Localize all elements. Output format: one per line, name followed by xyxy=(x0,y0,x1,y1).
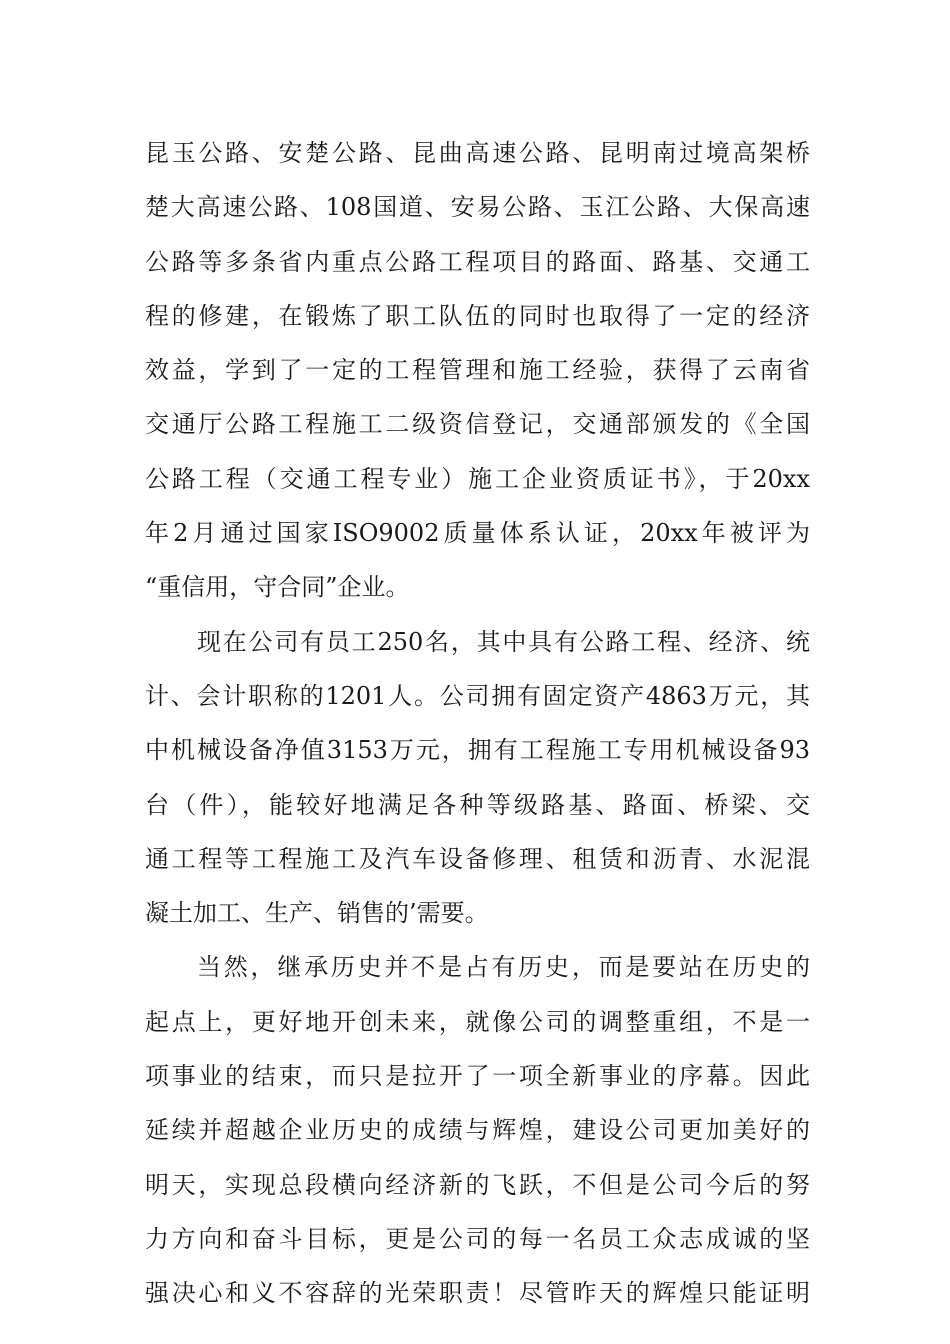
paragraph-1-line-6: 交通厅公路工程施工二级资信登记，交通部颁发的《全国 xyxy=(145,410,810,439)
paragraph-2-line-6: 凝土加工、生产、销售的’需要。 xyxy=(145,899,489,928)
paragraph-3-line-2: 起点上，更好地开创未来，就像公司的调整重组，不是一 xyxy=(145,1007,810,1036)
paragraph-3-line-6: 力方向和奋斗目标，更是公司的每一名员工众志成诚的坚 xyxy=(145,1224,810,1253)
paragraph-3-line-1: 当然，继承历史并不是占有历史，而是要站在历史的 xyxy=(197,953,810,982)
paragraph-1-line-1: 昆玉公路、安楚公路、昆曲高速公路、昆明南过境高架桥 xyxy=(145,139,810,167)
body-text xyxy=(145,126,810,1321)
paragraph-2-line-1: 现在公司有员工250名，其中具有公路工程、经济、统 xyxy=(197,627,810,656)
paragraph-1-line-3: 公路等多条省内重点公路工程项目的路面、路基、交通工 xyxy=(145,247,810,276)
paragraph-1-line-8: 年2月通过国家ISO9002质量体系认证，20xx年被评为 xyxy=(145,519,810,548)
paragraph-2-line-4: 台（件），能较好地满足各种等级路基、路面、桥梁、交 xyxy=(145,790,810,819)
paragraph-1-line-2: 楚大高速公路、108国道、安易公路、玉江公路、大保高速 xyxy=(145,193,810,222)
paragraph-3-line-4: 延续并超越企业历史的成绩与辉煌，建设公司更加美好的 xyxy=(145,1116,810,1145)
paragraph-2-line-3: 中机械设备净值3153万元，拥有工程施工专用机械设备93 xyxy=(145,736,810,765)
paragraph-3-line-3: 项事业的结束，而只是拉开了一项全新事业的序幕。因此 xyxy=(145,1062,810,1091)
paragraph-1-line-7: 公路工程（交通工程专业）施工企业资质证书》，于20xx xyxy=(145,464,810,493)
paragraph-3-line-5: 明天，实现总段横向经济新的飞跃，不但是公司今后的努 xyxy=(145,1170,810,1199)
paragraph-2-line-5: 通工程等工程施工及汽车设备修理、租赁和沥青、水泥混 xyxy=(145,844,810,873)
paragraph-3-line-7: 强决心和义不容辞的光荣职责！尽管昨天的辉煌只能证明 xyxy=(145,1279,810,1308)
paragraph-1-line-5: 效益，学到了一定的工程管理和施工经验，获得了云南省 xyxy=(145,356,810,385)
paragraph-1-line-4: 程的修建，在锻炼了职工队伍的同时也取得了一定的经济 xyxy=(145,301,810,330)
paragraph-2-line-2: 计、会计职称的1201人。公司拥有固定资产4863万元，其 xyxy=(145,681,810,710)
paragraph-1-line-9: “重信用，守合同”企业。 xyxy=(145,573,410,602)
